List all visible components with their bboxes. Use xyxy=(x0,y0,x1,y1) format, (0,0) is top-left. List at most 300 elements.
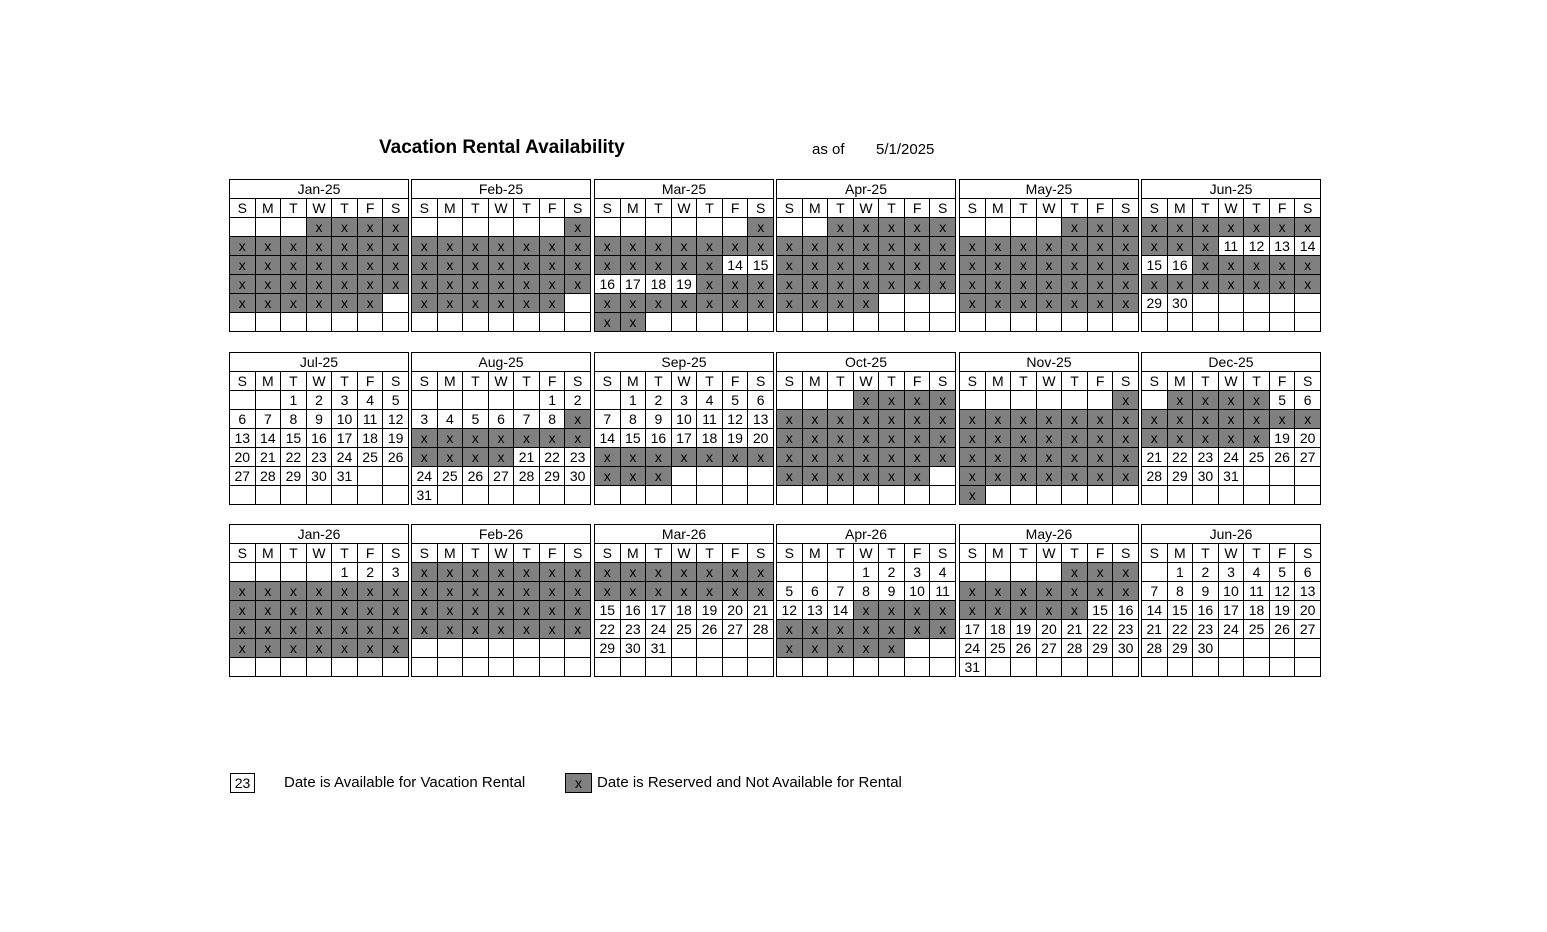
day-cell-reserved: x xyxy=(412,294,438,313)
day-cell-available: 4 xyxy=(437,410,463,429)
day-cell-reserved: x xyxy=(332,237,358,256)
weekday-label: S xyxy=(930,372,956,391)
day-cell-reserved: x xyxy=(488,601,514,620)
day-cell-available: 2 xyxy=(646,391,672,410)
day-cell-empty xyxy=(383,313,409,332)
day-cell-reserved: x xyxy=(879,237,905,256)
day-cell-reserved: x xyxy=(332,275,358,294)
day-cell-empty xyxy=(565,313,591,332)
day-cell-empty xyxy=(671,218,697,237)
day-cell-reserved: x xyxy=(1062,448,1088,467)
day-cell-reserved: x xyxy=(930,237,956,256)
weekday-label: S xyxy=(595,544,621,563)
month-title: Apr-26 xyxy=(777,525,956,544)
weekday-label: T xyxy=(697,372,723,391)
day-cell-available: 11 xyxy=(1218,237,1244,256)
day-cell-empty xyxy=(1218,658,1244,677)
day-cell-reserved: x xyxy=(620,582,646,601)
day-cell-reserved: x xyxy=(565,275,591,294)
day-cell-empty xyxy=(514,486,540,505)
day-cell-reserved: x xyxy=(1036,448,1062,467)
day-cell-reserved: x xyxy=(777,275,803,294)
day-cell-reserved: x xyxy=(514,294,540,313)
day-cell-empty xyxy=(255,313,281,332)
weekday-label: M xyxy=(1167,372,1193,391)
day-cell-reserved: x xyxy=(332,639,358,658)
day-cell-reserved: x xyxy=(1062,218,1088,237)
day-cell-empty xyxy=(671,467,697,486)
weekday-label: M xyxy=(1167,199,1193,218)
weekday-label: M xyxy=(620,199,646,218)
day-cell-reserved: x xyxy=(853,410,879,429)
day-cell-reserved: x xyxy=(1087,448,1113,467)
week-row xyxy=(230,486,409,505)
week-row xyxy=(230,582,409,601)
day-cell-available: 30 xyxy=(1167,294,1193,313)
weekday-label: T xyxy=(514,372,540,391)
day-cell-reserved: x xyxy=(620,563,646,582)
day-cell-reserved: x xyxy=(646,256,672,275)
day-cell-reserved: x xyxy=(1244,391,1270,410)
day-cell-empty xyxy=(1011,486,1037,505)
day-cell-reserved: x xyxy=(595,467,621,486)
day-cell-reserved: x xyxy=(879,467,905,486)
weekday-label: S xyxy=(1113,372,1139,391)
day-cell-reserved: x xyxy=(412,563,438,582)
week-row xyxy=(595,237,774,256)
day-cell-reserved: x xyxy=(1011,275,1037,294)
day-cell-available: 7 xyxy=(1142,582,1168,601)
day-cell-available: 26 xyxy=(1269,448,1295,467)
weekday-label: M xyxy=(802,372,828,391)
weekday-label: S xyxy=(230,544,256,563)
week-row xyxy=(595,563,774,582)
week-row xyxy=(230,429,409,448)
day-cell-reserved: x xyxy=(697,563,723,582)
day-cell-empty xyxy=(1295,486,1321,505)
day-cell-reserved: x xyxy=(960,582,986,601)
day-cell-reserved: x xyxy=(828,256,854,275)
day-cell-empty xyxy=(463,486,489,505)
day-cell-reserved: x xyxy=(985,582,1011,601)
day-cell-reserved: x xyxy=(565,620,591,639)
day-cell-empty xyxy=(1142,391,1168,410)
week-row xyxy=(960,582,1139,601)
month-calendar xyxy=(1141,524,1321,677)
week-row xyxy=(1142,639,1321,658)
day-cell-reserved: x xyxy=(1036,256,1062,275)
day-cell-reserved: x xyxy=(1062,275,1088,294)
weekday-label: T xyxy=(514,199,540,218)
month-title: Jul-25 xyxy=(230,353,409,372)
day-cell-reserved: x xyxy=(1113,410,1139,429)
month-calendar xyxy=(594,524,774,677)
day-cell-available: 24 xyxy=(412,467,438,486)
day-cell-reserved: x xyxy=(539,429,565,448)
day-cell-reserved: x xyxy=(357,582,383,601)
day-cell-available: 12 xyxy=(722,410,748,429)
day-cell-reserved: x xyxy=(828,620,854,639)
day-cell-available: 28 xyxy=(1142,639,1168,658)
month-title: Sep-25 xyxy=(595,353,774,372)
day-cell-available: 28 xyxy=(1062,639,1088,658)
day-cell-reserved: x xyxy=(985,429,1011,448)
week-row xyxy=(412,620,591,639)
day-cell-reserved: x xyxy=(565,601,591,620)
day-cell-empty xyxy=(437,486,463,505)
day-cell-reserved: x xyxy=(1036,582,1062,601)
day-cell-available: 31 xyxy=(960,658,986,677)
week-row xyxy=(595,218,774,237)
day-cell-available: 22 xyxy=(1167,448,1193,467)
day-cell-reserved: x xyxy=(879,639,905,658)
day-cell-empty xyxy=(697,486,723,505)
day-cell-reserved: x xyxy=(879,218,905,237)
weekday-label: F xyxy=(357,199,383,218)
day-cell-available: 18 xyxy=(985,620,1011,639)
day-cell-empty xyxy=(904,486,930,505)
day-cell-empty xyxy=(646,486,672,505)
day-cell-reserved: x xyxy=(1011,294,1037,313)
day-cell-reserved: x xyxy=(722,582,748,601)
day-cell-empty xyxy=(620,486,646,505)
day-cell-reserved: x xyxy=(853,391,879,410)
day-cell-reserved: x xyxy=(748,294,774,313)
day-cell-reserved: x xyxy=(437,275,463,294)
day-cell-available: 9 xyxy=(1193,582,1219,601)
day-cell-empty xyxy=(1269,467,1295,486)
day-cell-available: 22 xyxy=(1167,620,1193,639)
week-row xyxy=(412,563,591,582)
day-cell-reserved: x xyxy=(565,237,591,256)
weekday-label: T xyxy=(1062,372,1088,391)
day-cell-reserved: x xyxy=(281,582,307,601)
month-title: May-25 xyxy=(960,180,1139,199)
day-cell-empty xyxy=(853,658,879,677)
day-cell-empty xyxy=(1295,639,1321,658)
day-cell-reserved: x xyxy=(879,256,905,275)
day-cell-reserved: x xyxy=(595,313,621,332)
weekday-label: F xyxy=(722,372,748,391)
day-cell-available: 6 xyxy=(1295,563,1321,582)
day-cell-available: 30 xyxy=(1113,639,1139,658)
day-cell-empty xyxy=(488,391,514,410)
week-row xyxy=(777,294,956,313)
day-cell-reserved: x xyxy=(1113,218,1139,237)
day-cell-reserved: x xyxy=(1142,275,1168,294)
day-cell-available: 29 xyxy=(539,467,565,486)
week-row xyxy=(960,448,1139,467)
day-cell-available: 20 xyxy=(1295,601,1321,620)
day-cell-empty xyxy=(1295,658,1321,677)
day-cell-reserved: x xyxy=(565,582,591,601)
day-cell-reserved: x xyxy=(1167,237,1193,256)
day-cell-reserved: x xyxy=(383,237,409,256)
day-cell-reserved: x xyxy=(646,294,672,313)
day-cell-empty xyxy=(488,313,514,332)
day-cell-available: 5 xyxy=(777,582,803,601)
day-cell-reserved: x xyxy=(828,429,854,448)
day-cell-available: 5 xyxy=(1269,563,1295,582)
day-cell-reserved: x xyxy=(671,563,697,582)
day-cell-available: 7 xyxy=(255,410,281,429)
day-cell-reserved: x xyxy=(595,256,621,275)
day-cell-empty xyxy=(904,313,930,332)
week-row xyxy=(777,391,956,410)
day-cell-reserved: x xyxy=(904,601,930,620)
week-row xyxy=(777,313,956,332)
month-calendar xyxy=(229,179,409,332)
day-cell-reserved: x xyxy=(306,237,332,256)
day-cell-reserved: x xyxy=(828,275,854,294)
day-cell-empty xyxy=(1193,313,1219,332)
day-cell-available: 6 xyxy=(1295,391,1321,410)
weekday-label: T xyxy=(828,372,854,391)
day-cell-available: 22 xyxy=(539,448,565,467)
weekday-label: M xyxy=(620,544,646,563)
day-cell-empty xyxy=(357,486,383,505)
weekday-label: F xyxy=(904,372,930,391)
day-cell-empty xyxy=(1113,486,1139,505)
day-cell-empty xyxy=(306,658,332,677)
day-cell-reserved: x xyxy=(412,237,438,256)
day-cell-reserved: x xyxy=(1193,429,1219,448)
day-cell-empty xyxy=(1062,313,1088,332)
day-cell-empty xyxy=(281,563,307,582)
week-row xyxy=(1142,601,1321,620)
day-cell-available: 10 xyxy=(904,582,930,601)
day-cell-available: 16 xyxy=(620,601,646,620)
day-cell-reserved: x xyxy=(255,601,281,620)
day-cell-empty xyxy=(281,218,307,237)
day-cell-reserved: x xyxy=(1113,448,1139,467)
week-row xyxy=(230,275,409,294)
day-cell-available: 25 xyxy=(357,448,383,467)
day-cell-reserved: x xyxy=(514,563,540,582)
day-cell-reserved: x xyxy=(620,237,646,256)
day-cell-available: 11 xyxy=(357,410,383,429)
day-cell-empty xyxy=(802,486,828,505)
day-cell-empty xyxy=(539,658,565,677)
day-cell-empty xyxy=(1062,486,1088,505)
day-cell-available: 15 xyxy=(1142,256,1168,275)
day-cell-reserved: x xyxy=(930,256,956,275)
day-cell-empty xyxy=(565,639,591,658)
weekday-label: S xyxy=(960,544,986,563)
day-cell-reserved: x xyxy=(828,237,854,256)
day-cell-empty xyxy=(463,658,489,677)
day-cell-reserved: x xyxy=(930,391,956,410)
day-cell-available: 19 xyxy=(1269,429,1295,448)
week-row xyxy=(412,294,591,313)
day-cell-available: 11 xyxy=(697,410,723,429)
day-cell-available: 2 xyxy=(879,563,905,582)
day-cell-reserved: x xyxy=(383,256,409,275)
day-cell-empty xyxy=(306,486,332,505)
day-cell-reserved: x xyxy=(646,582,672,601)
day-cell-available: 8 xyxy=(1167,582,1193,601)
day-cell-reserved: x xyxy=(879,275,905,294)
day-cell-reserved: x xyxy=(960,294,986,313)
day-cell-empty xyxy=(463,391,489,410)
day-cell-available: 19 xyxy=(722,429,748,448)
month-calendar xyxy=(594,352,774,505)
day-cell-reserved: x xyxy=(828,410,854,429)
weekday-label: T xyxy=(1193,199,1219,218)
day-cell-empty xyxy=(777,313,803,332)
day-cell-available: 6 xyxy=(802,582,828,601)
weekday-label: S xyxy=(777,199,803,218)
day-cell-reserved: x xyxy=(722,294,748,313)
day-cell-reserved: x xyxy=(488,237,514,256)
day-cell-reserved: x xyxy=(777,294,803,313)
day-cell-available: 28 xyxy=(1142,467,1168,486)
month-calendar xyxy=(1141,179,1321,332)
day-cell-empty xyxy=(1244,658,1270,677)
legend-available-text: Date is Available for Vacation Rental xyxy=(284,774,526,791)
week-row xyxy=(230,601,409,620)
weekday-label: M xyxy=(437,372,463,391)
day-cell-empty xyxy=(930,486,956,505)
as-of-label: as of xyxy=(812,141,845,158)
day-cell-empty xyxy=(697,313,723,332)
day-cell-empty xyxy=(255,563,281,582)
day-cell-empty xyxy=(1087,313,1113,332)
day-cell-reserved: x xyxy=(1142,218,1168,237)
day-cell-reserved: x xyxy=(565,218,591,237)
weekday-label: S xyxy=(1142,544,1168,563)
day-cell-available: 28 xyxy=(748,620,774,639)
day-cell-empty xyxy=(281,658,307,677)
day-cell-empty xyxy=(1011,658,1037,677)
weekday-label: W xyxy=(488,199,514,218)
weekday-label: M xyxy=(255,544,281,563)
day-cell-empty xyxy=(412,658,438,677)
day-cell-empty xyxy=(255,658,281,677)
day-cell-available: 3 xyxy=(383,563,409,582)
day-cell-empty xyxy=(514,639,540,658)
day-cell-empty xyxy=(1193,658,1219,677)
day-cell-available: 9 xyxy=(879,582,905,601)
day-cell-empty xyxy=(1193,486,1219,505)
day-cell-reserved: x xyxy=(697,294,723,313)
weekday-label: F xyxy=(904,199,930,218)
day-cell-available: 4 xyxy=(697,391,723,410)
weekday-label: T xyxy=(697,199,723,218)
day-cell-reserved: x xyxy=(777,256,803,275)
weekday-label: T xyxy=(281,544,307,563)
day-cell-available: 21 xyxy=(255,448,281,467)
day-cell-reserved: x xyxy=(879,410,905,429)
day-cell-empty xyxy=(671,313,697,332)
day-cell-reserved: x xyxy=(960,256,986,275)
weekday-label: T xyxy=(828,544,854,563)
day-cell-empty xyxy=(853,313,879,332)
day-cell-available: 26 xyxy=(697,620,723,639)
day-cell-empty xyxy=(802,218,828,237)
weekday-label: F xyxy=(539,199,565,218)
day-cell-reserved: x xyxy=(748,582,774,601)
day-cell-reserved: x xyxy=(904,256,930,275)
day-cell-reserved: x xyxy=(802,294,828,313)
day-cell-available: 29 xyxy=(1167,467,1193,486)
day-cell-reserved: x xyxy=(539,601,565,620)
week-row xyxy=(595,391,774,410)
day-cell-empty xyxy=(595,391,621,410)
weekday-label: W xyxy=(1036,544,1062,563)
day-cell-reserved: x xyxy=(1062,294,1088,313)
month-calendar xyxy=(959,352,1139,505)
weekday-label: T xyxy=(1011,544,1037,563)
day-cell-reserved: x xyxy=(671,294,697,313)
day-cell-reserved: x xyxy=(463,620,489,639)
legend-reserved-sample: x xyxy=(565,773,592,793)
day-cell-reserved: x xyxy=(255,256,281,275)
day-cell-reserved: x xyxy=(722,563,748,582)
weekday-label: S xyxy=(1295,372,1321,391)
day-cell-reserved: x xyxy=(1113,563,1139,582)
weekday-label: T xyxy=(332,372,358,391)
day-cell-reserved: x xyxy=(1218,429,1244,448)
day-cell-empty xyxy=(828,391,854,410)
day-cell-empty xyxy=(463,639,489,658)
weekday-label: T xyxy=(463,199,489,218)
day-cell-reserved: x xyxy=(960,486,986,505)
day-cell-reserved: x xyxy=(1193,218,1219,237)
day-cell-reserved: x xyxy=(1087,294,1113,313)
day-cell-reserved: x xyxy=(748,448,774,467)
day-cell-reserved: x xyxy=(437,294,463,313)
day-cell-available: 29 xyxy=(1142,294,1168,313)
weekday-label: S xyxy=(565,544,591,563)
weekday-label: F xyxy=(357,372,383,391)
day-cell-reserved: x xyxy=(488,582,514,601)
day-cell-reserved: x xyxy=(412,620,438,639)
day-cell-reserved: x xyxy=(960,275,986,294)
day-cell-reserved: x xyxy=(230,582,256,601)
day-cell-reserved: x xyxy=(514,429,540,448)
day-cell-reserved: x xyxy=(1193,410,1219,429)
day-cell-reserved: x xyxy=(332,218,358,237)
day-cell-reserved: x xyxy=(1269,256,1295,275)
day-cell-reserved: x xyxy=(1113,294,1139,313)
day-cell-empty xyxy=(722,639,748,658)
day-cell-empty xyxy=(777,658,803,677)
day-cell-available: 18 xyxy=(697,429,723,448)
weekday-label: T xyxy=(514,544,540,563)
day-cell-reserved: x xyxy=(1062,410,1088,429)
day-cell-empty xyxy=(1269,486,1295,505)
day-cell-reserved: x xyxy=(1062,429,1088,448)
day-cell-reserved: x xyxy=(463,237,489,256)
day-cell-reserved: x xyxy=(383,639,409,658)
day-cell-empty xyxy=(960,391,986,410)
day-cell-empty xyxy=(722,313,748,332)
week-row xyxy=(412,467,591,486)
day-cell-reserved: x xyxy=(1167,410,1193,429)
day-cell-reserved: x xyxy=(230,275,256,294)
day-cell-available: 1 xyxy=(853,563,879,582)
day-cell-reserved: x xyxy=(1113,391,1139,410)
week-row xyxy=(777,410,956,429)
as-of-date: 5/1/2025 xyxy=(876,141,935,158)
day-cell-available: 7 xyxy=(595,410,621,429)
month-title: May-26 xyxy=(960,525,1139,544)
day-cell-available: 21 xyxy=(514,448,540,467)
day-cell-empty xyxy=(1062,391,1088,410)
week-row xyxy=(595,639,774,658)
week-row xyxy=(230,620,409,639)
